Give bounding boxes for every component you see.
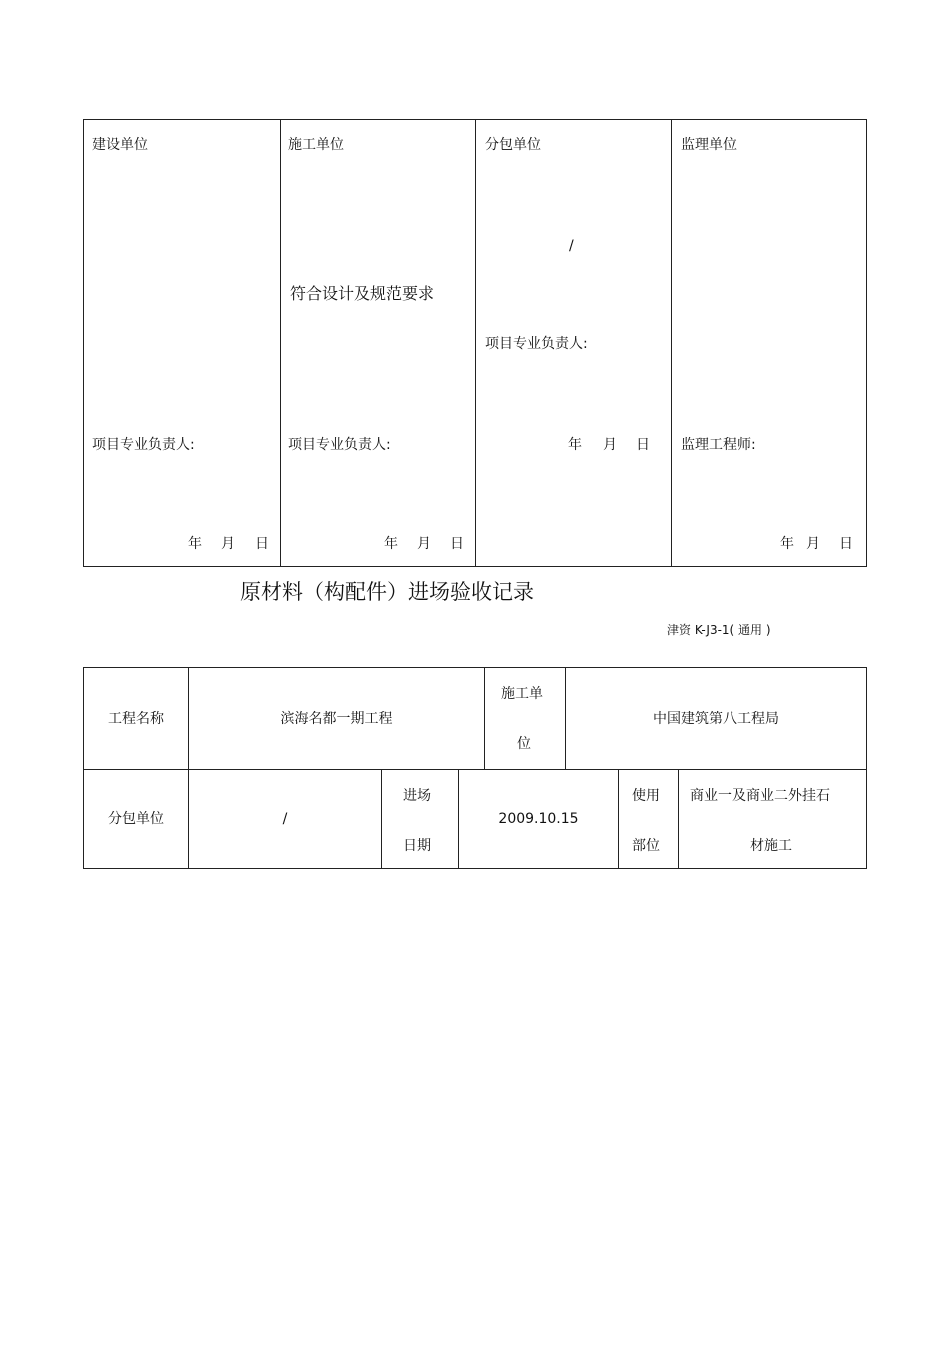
sig-date-month: 月 [806,536,820,552]
project-name-label: 工程名称 [108,710,164,727]
signature-table [83,119,867,567]
usage-label [619,770,678,868]
sig-column-owner [84,120,281,566]
page-title: 原材料（构配件）进场验收记录 [240,580,534,604]
project-name-value: 滨海名都一期工程 [280,710,393,727]
sig-column-supervisor [672,120,866,566]
contractor-label-line1: 施工单 [501,686,543,702]
contractor-label-line2: 位 [517,736,531,752]
usage-value-line2: 材施工 [750,838,792,854]
sig-date-day: 日 [255,536,269,552]
sig-conclusion: / [569,238,574,254]
sig-date-year: 年 [568,437,582,453]
sig-date-month: 月 [603,437,617,453]
sig-person-label: 项目专业负责人: [288,437,391,453]
sig-date-year: 年 [780,536,794,552]
sig-date-day: 日 [839,536,853,552]
sig-person-label: 项目专业负责人: [92,437,195,453]
sig-column-subcontractor [476,120,672,566]
sig-date-year: 年 [188,536,202,552]
info-table [83,667,867,869]
usage-value-line1: 商业一及商业二外挂石 [690,788,830,804]
sig-column-contractor [281,120,476,566]
entry-date-label [382,770,458,868]
sig-header: 建设单位 [92,137,148,153]
sig-header: 分包单位 [485,137,541,153]
subcontractor-label: 分包单位 [108,811,164,827]
sig-person-label: 项目专业负责人: [485,336,588,352]
sig-date-year: 年 [384,536,398,552]
contractor-label [485,668,565,769]
form-code: 津资 K-J3-1( 通用 ) [667,623,771,637]
sig-date-month: 月 [417,536,431,552]
sig-date-day: 日 [450,536,464,552]
entry-date-label-line1: 进场 [403,788,431,804]
entry-date-value: 2009.10.15 [498,811,579,827]
sig-date-month: 月 [221,536,235,552]
sig-date-day: 日 [636,437,650,453]
sig-header: 施工单位 [288,137,344,153]
entry-date-label-line2: 日期 [403,838,431,854]
subcontractor-value: / [282,811,288,827]
usage-label-line2: 部位 [632,838,660,854]
contractor-value: 中国建筑第八工程局 [653,710,779,727]
sig-person-label: 监理工程师: [681,437,756,453]
sig-header: 监理单位 [681,137,737,153]
usage-label-line1: 使用 [632,788,660,804]
sig-conclusion: 符合设计及规范要求 [290,284,435,303]
usage-value [679,770,866,868]
